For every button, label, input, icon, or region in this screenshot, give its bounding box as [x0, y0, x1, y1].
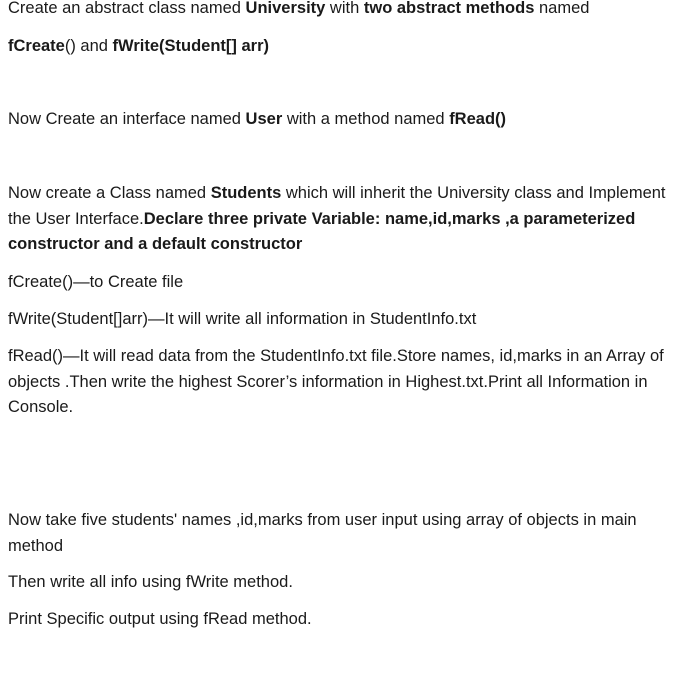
text: with: [325, 0, 364, 17]
bold-text: fRead(): [449, 110, 507, 128]
text: () and: [64, 36, 113, 55]
paragraph-students-class: [8, 181, 670, 258]
line-fcreate: fCreate()—to Create file: [8, 273, 184, 291]
paragraph-user-interface: [8, 107, 670, 133]
bold-text: fCreate: [8, 36, 65, 55]
text: Create an abstract class named: [8, 0, 246, 17]
line-fwrite: fWrite(Student[]arr)—It will write all information in StudentInfo.txt: [8, 310, 477, 328]
text: Now create a Class named: [8, 184, 211, 202]
bold-text: User: [245, 110, 283, 128]
bold-text: Students: [210, 184, 282, 202]
paragraph-main-method: Now take five students' names ,id,marks from user input using array of objects in main method: [8, 511, 637, 555]
bold-text: University: [245, 0, 326, 17]
bold-text: Declare three private Variable: name,id,marks ,a parameterized constructor and a default constructor: [8, 209, 636, 253]
bold-text: fWrite(Student[] arr): [112, 36, 269, 55]
text: which will inherit the University class and Implement the User Interface.: [8, 184, 666, 228]
line-write-all: Then write all info using fWrite method.: [8, 573, 293, 591]
text: named: [534, 0, 590, 17]
paragraph-fread: fRead()—It will read data from the StudentInfo.txt file.Store names, id,marks in an Array of objects .Then write the highest Scorer’s information in Highest.txt.Print all Information in Console.: [8, 347, 664, 416]
text: Now Create an interface named: [8, 110, 246, 128]
text: with a method named: [282, 110, 450, 128]
line-print-output: Print Specific output using fRead method.: [8, 610, 312, 628]
bold-text: two abstract methods: [363, 0, 535, 17]
paragraph-university-class: [8, 0, 670, 59]
